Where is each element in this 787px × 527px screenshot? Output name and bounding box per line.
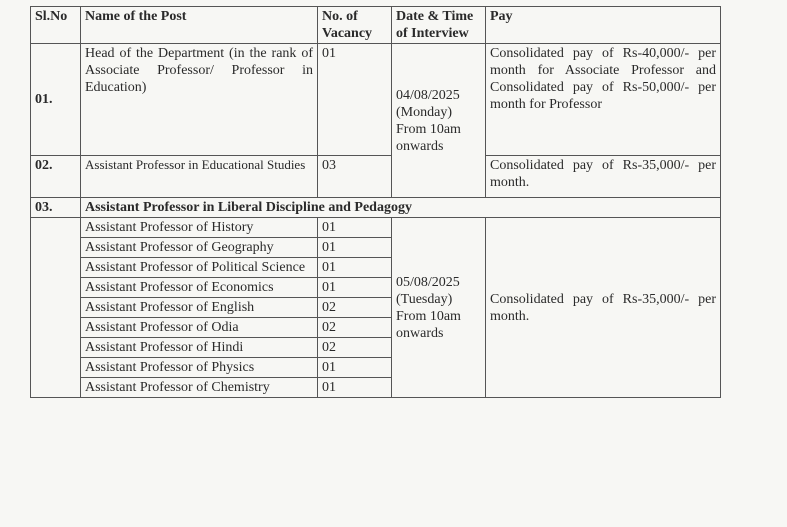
post-cell: Assistant Professor of History	[81, 218, 318, 238]
vacancy-cell: 01	[318, 258, 392, 278]
post-cell: Assistant Professor of Geography	[81, 238, 318, 258]
vacancy-cell: 01	[318, 218, 392, 238]
header-row	[31, 7, 721, 44]
post-cell: Assistant Professor of Hindi	[81, 338, 318, 358]
post-cell: Assistant Professor of Political Science	[81, 258, 318, 278]
post-cell: Assistant Professor in Educational Studies	[81, 156, 318, 198]
pay-cell: Consolidated pay of Rs-35,000/- per month.	[486, 156, 721, 198]
post-cell: Assistant Professor of Economics	[81, 278, 318, 298]
post-cell: Assistant Professor of Physics	[81, 358, 318, 378]
vacancy-table	[30, 6, 721, 398]
interview-date-cell: 05/08/2025 (Tuesday) From 10am onwards	[392, 218, 486, 398]
sl-cell: 02.	[31, 156, 81, 198]
vacancy-cell: 03	[318, 156, 392, 198]
header-sl-no: Sl.No	[31, 7, 81, 44]
pay-cell: Consolidated pay of Rs-40,000/- per month for Associate Professor and Consolidated pay of Rs-50,000/- per month for Professor	[486, 44, 721, 156]
post-cell: Assistant Professor of Chemistry	[81, 378, 318, 398]
vacancy-cell: 01	[318, 378, 392, 398]
post-cell: Assistant Professor of English	[81, 298, 318, 318]
table-row	[31, 218, 721, 238]
sl-cell-empty	[31, 218, 81, 398]
post-cell: Assistant Professor of Odia	[81, 318, 318, 338]
header-no-of-vacancy: No. of Vacancy	[318, 7, 392, 44]
vacancy-cell: 01	[318, 358, 392, 378]
interview-date-cell: 04/08/2025 (Monday) From 10am onwards	[392, 44, 486, 198]
header-name-of-post: Name of the Post	[81, 7, 318, 44]
vacancy-cell: 01	[318, 44, 392, 156]
table-row	[31, 44, 721, 156]
vacancy-cell: 02	[318, 338, 392, 358]
pay-cell: Consolidated pay of Rs-35,000/- per month.	[486, 218, 721, 398]
vacancy-cell: 01	[318, 238, 392, 258]
section-title-row	[31, 198, 721, 218]
header-date-time: Date & Time of Interview	[392, 7, 486, 44]
header-pay: Pay	[486, 7, 721, 44]
section-title: Assistant Professor in Liberal Discipline and Pedagogy	[81, 198, 721, 218]
table-row	[31, 156, 721, 198]
vacancy-cell: 01	[318, 278, 392, 298]
sl-cell: 03.	[31, 198, 81, 218]
vacancy-cell: 02	[318, 318, 392, 338]
post-cell: Head of the Department (in the rank of Associate Professor/ Professor in Education)	[81, 44, 318, 156]
vacancy-cell: 02	[318, 298, 392, 318]
sl-cell: 01.	[31, 44, 81, 156]
